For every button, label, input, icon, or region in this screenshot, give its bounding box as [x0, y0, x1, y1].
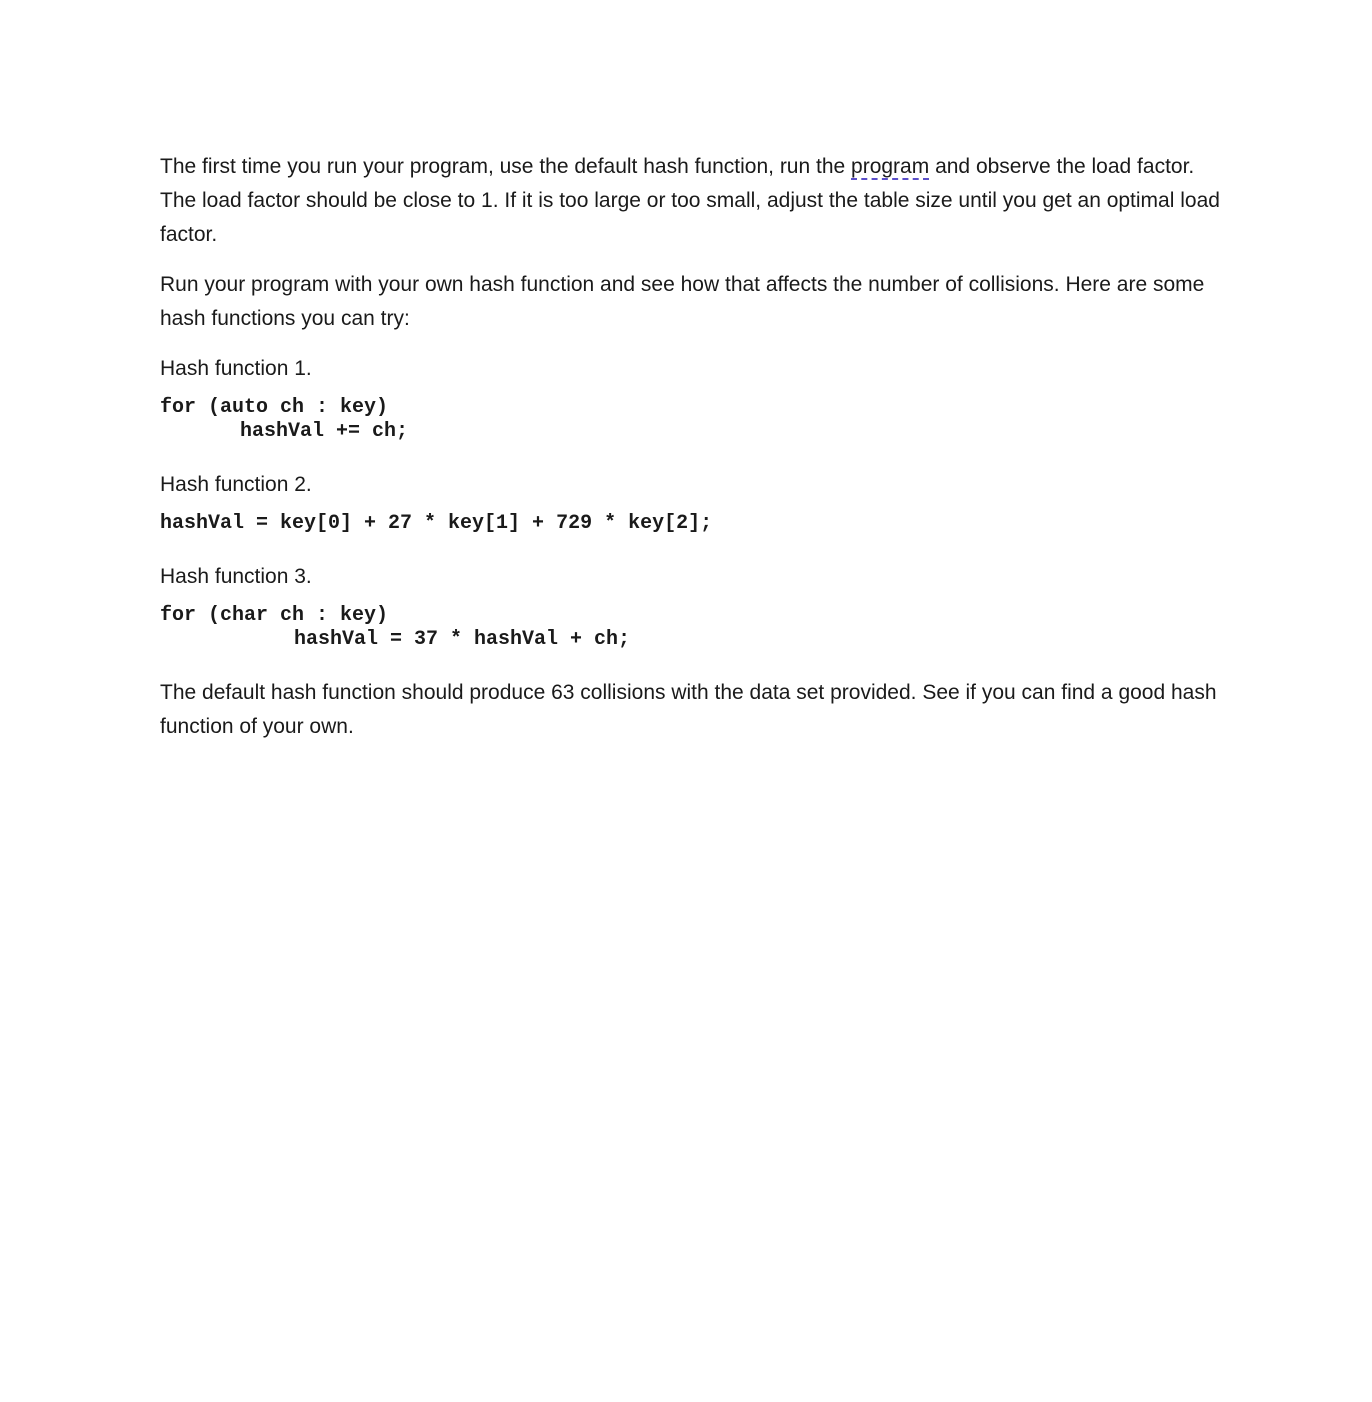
- instructions-paragraph: Run your program with your own hash function and see how that affects the number of collisions. Here are some hash functions you can try:: [160, 273, 1205, 330]
- proofing-flagged-word[interactable]: program: [851, 155, 930, 178]
- intro-paragraph: [160, 150, 1220, 252]
- code-line: hashVal = key[0] + 27 * key[1] + 729 * key[2];: [160, 512, 713, 535]
- closing-paragraph: The default hash function should produce 63 collisions with the data set provided. See if you can find a good hash function of your own.: [160, 681, 1217, 738]
- hash-function-3-code: [160, 604, 1220, 652]
- intro-text-after: and observe the load factor. The load factor should be close to 1. If it is too large or too small, adjust the table size until you get an optimal load factor.: [160, 155, 1220, 246]
- code-line: hashVal = 37 * hashVal + ch;: [294, 628, 631, 651]
- hash-function-1-heading: Hash function 1.: [160, 357, 312, 380]
- intro-text-before: The first time you run your program, use the default hash function, run the: [160, 155, 852, 178]
- code-line: hashVal += ch;: [240, 420, 409, 443]
- hash-function-2-heading: Hash function 2.: [160, 473, 312, 496]
- code-line: for (char ch : key): [160, 604, 389, 627]
- document-page: [160, 150, 1220, 760]
- hash-function-2-code: [160, 512, 1220, 536]
- code-line: for (auto ch : key): [160, 396, 389, 419]
- hash-function-1-code: [160, 396, 1220, 444]
- hash-function-3-heading: Hash function 3.: [160, 565, 312, 588]
